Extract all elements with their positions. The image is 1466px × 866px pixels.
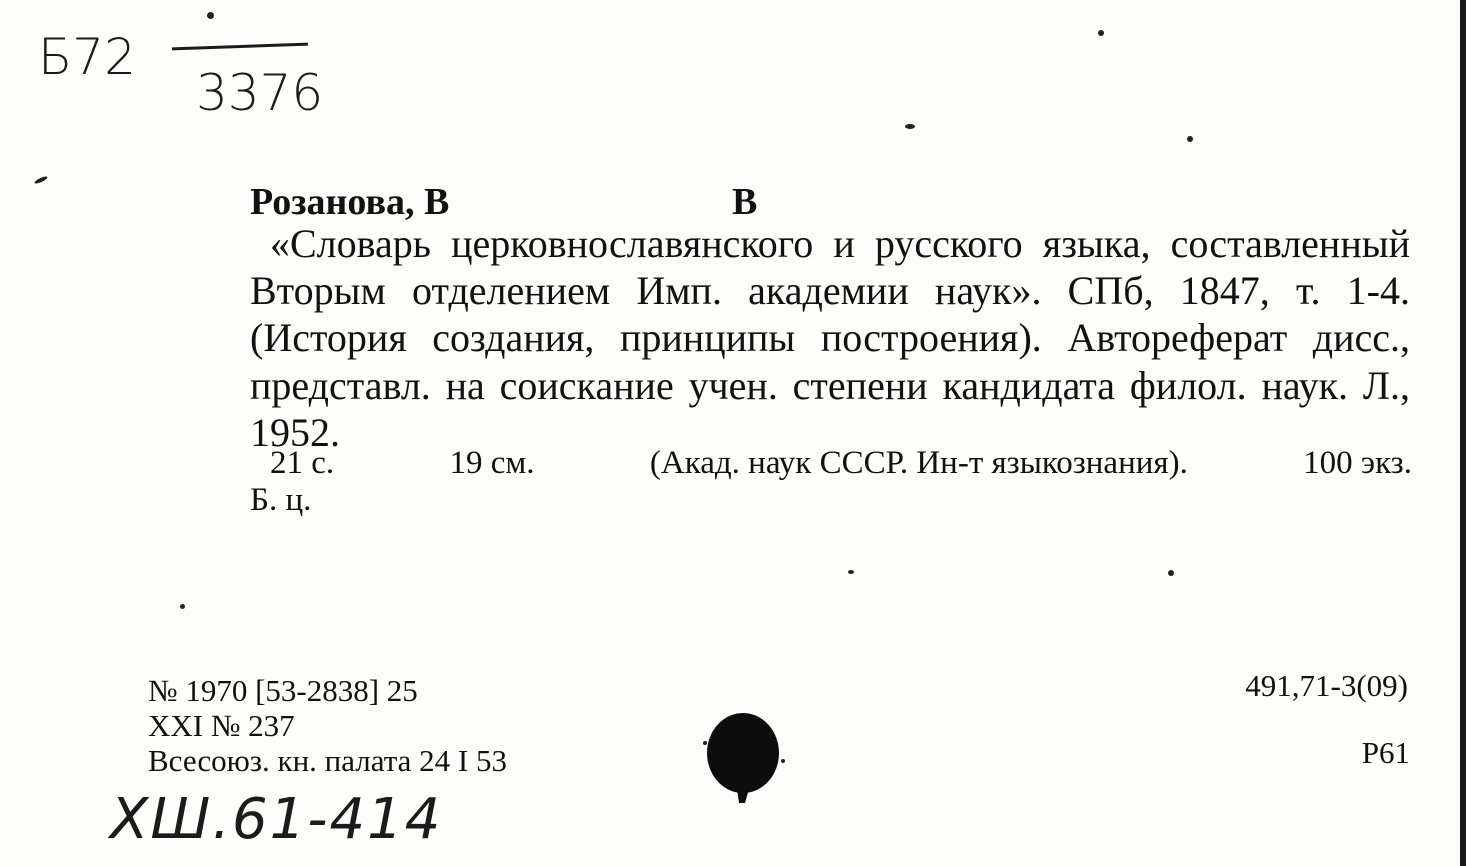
author-name: Розанова, В xyxy=(250,181,450,223)
registry-number: № 1970 [53-2838] 25 xyxy=(148,673,418,708)
speck xyxy=(905,124,915,129)
udc-code: 491,71-3(09) xyxy=(1245,668,1408,703)
collation-pages: 21 с. xyxy=(270,445,335,481)
punch-hole-icon xyxy=(697,703,789,813)
collation-line xyxy=(270,444,1412,484)
speck xyxy=(34,175,48,185)
registry-chamber: Всесоюз. кн. палата 24 I 53 xyxy=(148,743,507,779)
shelfmark-divider xyxy=(172,43,308,51)
speck xyxy=(1187,136,1193,142)
speck xyxy=(1098,30,1104,36)
card-edge xyxy=(1460,0,1466,866)
handwritten-note: ХШ.61-414 xyxy=(110,787,443,852)
author-mark: Р61 xyxy=(1361,735,1410,770)
speck xyxy=(1168,570,1174,576)
author-second-initial: В xyxy=(732,181,758,223)
speck xyxy=(207,12,214,19)
speck xyxy=(848,570,854,574)
shelfmark-right: 3376 xyxy=(196,64,324,122)
collation-copies: 100 экз. xyxy=(1303,445,1412,481)
author-heading xyxy=(250,180,758,224)
shelfmark-left: Б72 xyxy=(38,28,136,86)
registry-block xyxy=(148,673,507,778)
collation-publisher: (Акад. наук СССР. Ин-т языкознания). xyxy=(649,445,1188,481)
bibliographic-description: «Словарь церковнославянского и русского языка, составленный Вторым отделением Имп. академии наук». СПб, 1847, т. 1-4. (История создания, принципы построения). Автореферат дисс., представл. на соискание учен. степени кандидата филол. наук. Л., 1952. xyxy=(250,221,1410,455)
price-note: Б. ц. xyxy=(250,482,312,518)
registry-volume: XXI № 237 xyxy=(148,708,295,744)
collation-size: 19 см. xyxy=(449,445,535,481)
speck xyxy=(180,604,185,609)
